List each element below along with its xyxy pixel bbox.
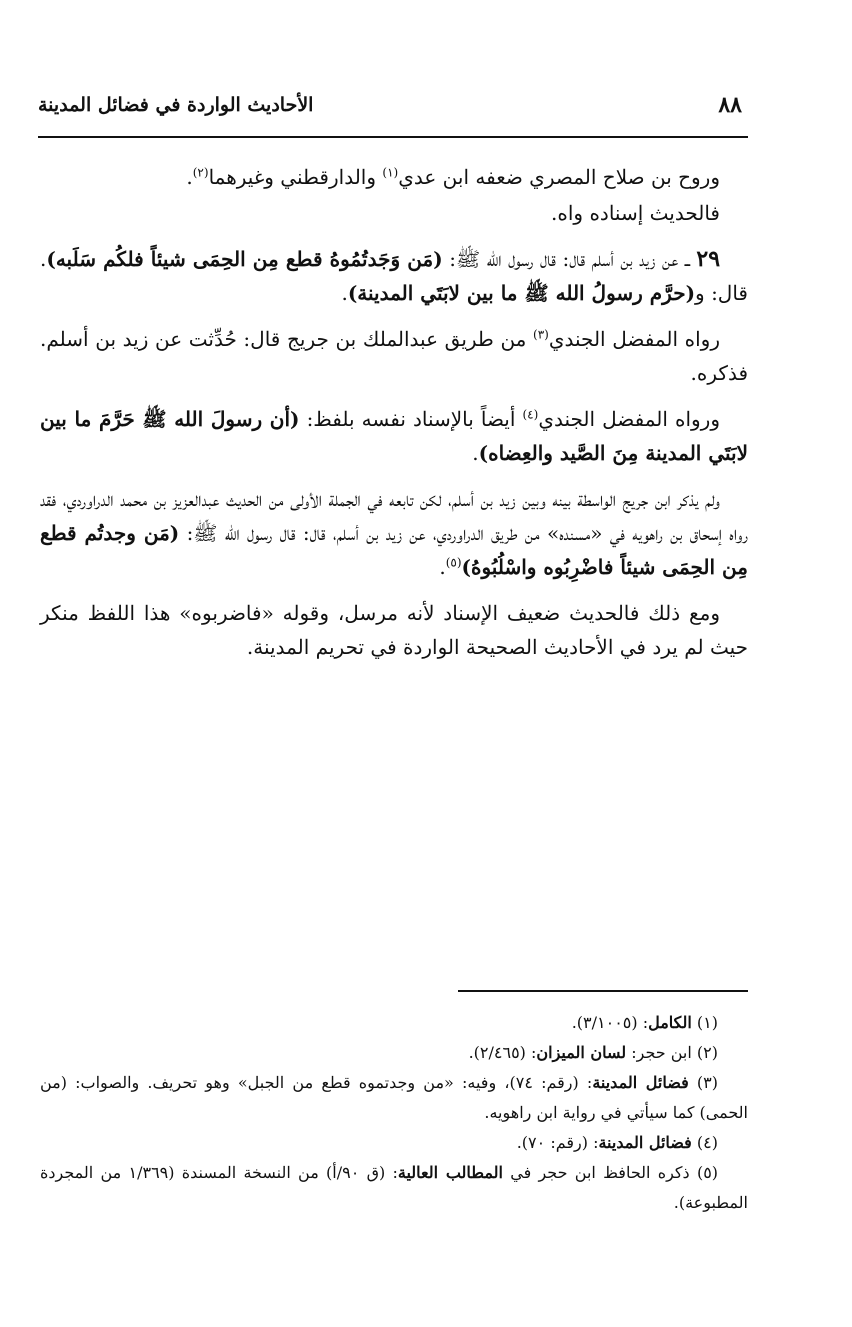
hadith-text-3: (أن رسولَ الله ﷺ حَرَّمَ ما بين لابَتَي المدينة مِنَ الصَّيد والعِضاه) [40, 407, 748, 465]
paragraph-2: فالحديث إسناده واه. [551, 201, 720, 225]
footnote-rule [458, 990, 748, 992]
hadith-number: ٢٩ [696, 246, 721, 272]
paragraph-7: ومع ذلك فالحديث ضعيف الإسناد لأنه مرسل، وقوله «فاضربوه» هذا اللفظ منكر حيث لم يرد في الأحاديث الصحيحة الواردة في تحريم المدينة. [40, 601, 748, 659]
footnote-ref-5: (٥) [445, 555, 462, 570]
footnote-1: (١) الكامل: (٣/١٠٠٥). [571, 1013, 718, 1032]
header-rule [38, 136, 748, 138]
footnote-ref-3: (٣) [533, 327, 549, 342]
paragraph-1: وروح بن صلاح المصري ضعفه ابن عدي$^{(١)}$ والدارقطني وغيرهما$^{(٢)}$. [186, 165, 720, 189]
paragraph-hadith-29: ٢٩ ــ عن زيد بن أسلم قال: قال رسول الله ﷺ: (مَن وَجَدتُمُوهُ قطع مِن الحِمَى شيئاً فلكُم سَلَبه). قال: و(حرَّم رسولُ الله ﷺ ما بين لابَتَي المدينة). [40, 246, 748, 305]
footnote-5: (٥) ذكره الحافظ ابن حجر في المطالب العالية: (ق ٩٠/أ) من النسخة المسندة (١/٣٦٩ من المجردة المطبوعة). [40, 1163, 748, 1212]
paragraph-4: رواه المفضل الجندي$^{(٣)}$ من طريق عبدالملك بن جريج قال: حُدِّثت عن زيد بن أسلم. فذكره. [40, 327, 748, 385]
hadith-text-1: (مَن وَجَدتُمُوهُ قطع مِن الحِمَى شيئاً فلكُم سَلَبه) [46, 247, 443, 271]
footnote-ref-4: (٤) [522, 407, 539, 422]
footnote-3: (٣) فضائل المدينة: (رقم: ٧٤)، وفيه: «من وجدتموه قطع من الجبل» وهو تحريف. والصواب: (من الحمى) كما سيأتي في رواية ابن راهويه. [40, 1073, 748, 1122]
page-header [38, 88, 748, 128]
paragraph-6: ولم يذكر ابن جريج الواسطة بينه وبين زيد بن أسلم، لكن تابعه في الجملة الأولى من الحديث عبدالعزيز بن محمد الدراوردي، فقد رواه إسحاق بن راهويه في «مسنده» من طريق الدراوردي، عن زيد بن أسلم، قال: قال رسول الله ﷺ: (مَن وجدتُم قطع مِن الحِمَى شيئاً فاضْرِبُوه واسْلُبُوهُ)$^{(٥)}$. [40, 487, 748, 579]
footnotes [40, 1008, 748, 1218]
running-title: الأحاديث الواردة في فضائل المدينة [38, 94, 314, 116]
footnote-2: (٢) ابن حجر: لسان الميزان: (٢/٤٦٥). [468, 1043, 718, 1062]
hadith-text-2: (حرَّم رسولُ الله ﷺ ما بين لابَتَي المدينة) [347, 281, 696, 305]
footnote-4: (٤) فضائل المدينة: (رقم: ٧٠). [516, 1133, 718, 1152]
paragraph-5: ورواه المفضل الجندي$^{(٤)}$ أيضاً بالإسناد نفسه بلفظ: (أن رسولَ الله ﷺ حَرَّمَ ما بين لابَتَي المدينة مِنَ الصَّيد والعِضاه). [40, 407, 748, 465]
footnote-ref-1: (١) [382, 165, 399, 180]
hadith-text-4: (مَن وجدتُم قطع مِن الحِمَى شيئاً فاضْرِبُوه واسْلُبُوهُ) [40, 521, 748, 579]
main-text [40, 160, 748, 676]
page-number: ٨٨ [718, 92, 742, 118]
footnote-ref-2: (٢) [192, 165, 209, 180]
